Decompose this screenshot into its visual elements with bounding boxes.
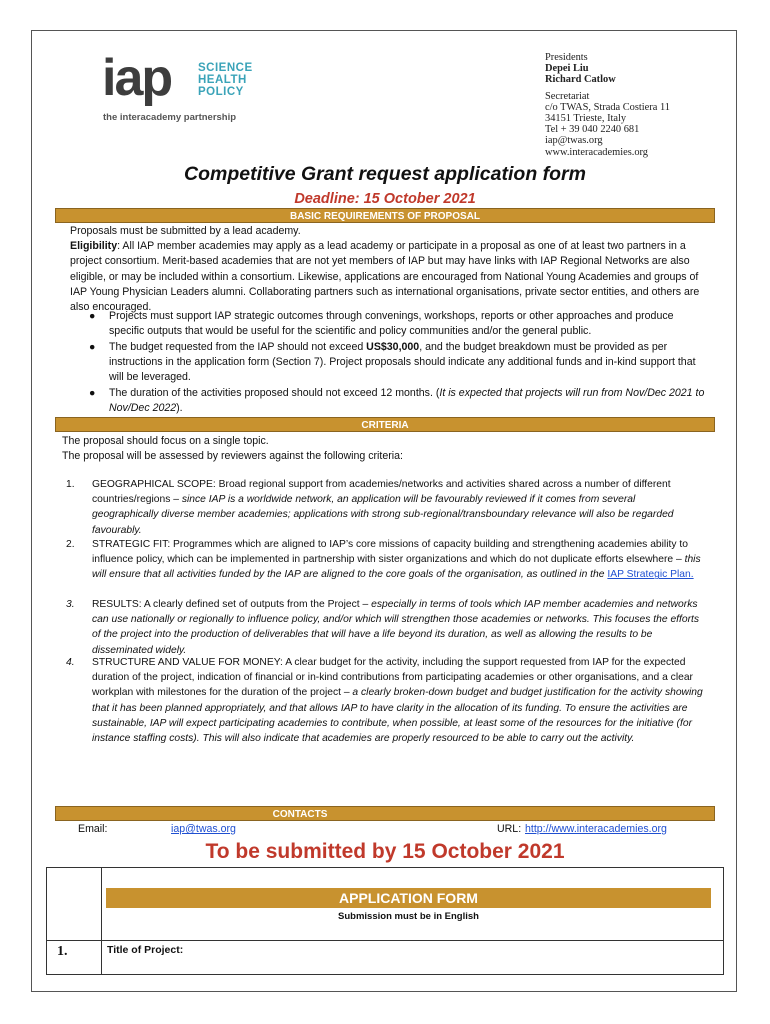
presidents-label: Presidents: [545, 52, 588, 63]
criterion-italic: especially in terms of tools which IAP member academies and networks can use nationally or regionally to influence policy, and/or which will strengthen those academies or networks. This focuses the efforts of the project into the production of deliverables that will have a life beyond its duration, as well as allowing the results to be disseminated widely.: [92, 599, 700, 656]
page-title: Competitive Grant request application form: [184, 163, 586, 185]
url-link[interactable]: http://www.interacademies.org: [525, 823, 667, 835]
criterion-text: STRUCTURE AND VALUE FOR MONEY: A clear budget for the activity, including the support requested from IAP for the expected duration of the project, indication of financial or in-kind contributions from participating academies or other organisations, and a clear workplan with milestones for the duration of the project –: [92, 657, 693, 699]
criterion-text: GEOGRAPHICAL SCOPE: Broad regional support from academies/networks and activities shared across a number of different countries/regions –: [92, 479, 671, 506]
application-form-heading: APPLICATION FORM: [106, 888, 711, 908]
address-block: [545, 52, 670, 158]
project-title-field-label[interactable]: Title of Project:: [107, 944, 184, 956]
requirement-text: ).: [176, 402, 183, 415]
email-link[interactable]: iap@twas.org: [171, 823, 236, 835]
logo-words: [198, 62, 253, 98]
criterion-italic: this will ensure that all activities funded by the IAP are aligned to the core goals of the organisation, as outlined in the: [92, 554, 701, 581]
eligibility-text: : All IAP member academies may apply as a lead academy or participate in a proposal as one of at least two partners in a project consortium. Merit-based academies that are not yet members of IAP but may have links with IAP Regional Networks are also eligible, or may be included within a consortium. Likewise, applications are encouraged from National Young Academies and groups of IAP Young Physician Leaders alumni. Collaborating partners such as international organisations, private sector entities, and others are also encouraged.: [70, 240, 700, 314]
list-item: ● Projects must support IAP strategic outcomes through convenings, workshops, reports or other approaches and produce specific outputs that would be useful for the scientific and policy communities and/or the general public.: [89, 310, 674, 338]
president-name: Richard Catlow: [545, 74, 616, 86]
secretariat-label: Secretariat: [545, 90, 590, 102]
submission-deadline-notice: To be submitted by 15 October 2021: [205, 840, 565, 863]
criterion-italic: a clearly broken-down budget and budget justification for the activity showing that it has been planned appropriately, and that allows IAP to have clarity in the allocation of its funding. To ensure the activities are sustainable, IAP will expect participating academies to contribute, when possible, at least some of the resources for the initiative (for instance staffing costs). This will also indicate that academies are properly resourced to be able to carry out the activity.: [92, 687, 703, 745]
eligibility-paragraph: [70, 239, 715, 315]
criterion-item: [66, 537, 704, 583]
address-line: c/o TWAS, Strada Costiera 11: [545, 101, 670, 113]
basic-requirements-heading: BASIC REQUIREMENTS OF PROPOSAL: [55, 208, 715, 223]
criterion-number: 3.: [66, 599, 75, 610]
table-divider: [47, 940, 723, 941]
iap-logo: [102, 49, 272, 126]
criterion-number: 2.: [66, 539, 75, 550]
contacts-label: CONTACTS: [272, 809, 328, 820]
criteria-intro-line: The proposal should focus on a single topic.: [62, 435, 269, 447]
requirement-text: Projects must support IAP strategic outcomes through convenings, workshops, reports or other approaches and produce specific outputs that would be useful for the scientific and policy communities and/or the general public.: [109, 310, 674, 338]
requirement-text: The duration of the activities proposed should not exceed 12 months. (: [109, 387, 440, 399]
logo-tagline: the interacademy partnership: [103, 112, 237, 123]
address-line: iap@twas.org: [545, 135, 603, 147]
address-line: 34151 Trieste, Italy: [545, 113, 627, 125]
criterion-item: [66, 655, 704, 746]
criterion-number: 4.: [66, 657, 75, 668]
criterion-item: [66, 597, 704, 658]
criteria-intro: [62, 434, 712, 464]
logo-word-health: HEALTH: [198, 74, 247, 86]
criteria-heading: CRITERIA: [55, 417, 715, 432]
address-line: www.interacademies.org: [545, 146, 649, 158]
url-label: URL:: [497, 823, 522, 835]
application-form-subtitle: Submission must be in English: [338, 911, 479, 922]
criterion-number: 1.: [66, 479, 75, 490]
logo-wordmark: iap: [102, 49, 172, 107]
table-divider: [101, 868, 102, 974]
president-name: Depei Liu: [545, 63, 589, 75]
list-item: ● The duration of the activities proposed should not exceed 12 months. (It is expected that projects will run from Nov/Dec 2021 to Nov/Dec 2022).: [89, 387, 705, 415]
requirement-text: The budget requested from the IAP should not exceed: [109, 341, 367, 353]
criterion-italic: since IAP is a worldwide network, an application will be favourably reviewed if it comes from several geographically diverse member academies; applications with strong sub-regional/transboundary relevance will also be regarded favourably.: [92, 494, 674, 536]
address-line: Tel + 39 040 2240 681: [545, 124, 640, 136]
basic-p1: Proposals must be submitted by a lead academy.: [70, 225, 301, 237]
list-item: ● The budget requested from the IAP should not exceed US$30,000, and the budget breakdown must be provided as per instructions in the application form (Section 7). Project proposals should indicate any additional funds and in-kind support that will be leveraged.: [89, 341, 696, 384]
criterion-text: RESULTS: A clearly defined set of outputs from the Project –: [92, 599, 372, 610]
requirement-text: , and the budget breakdown must be provided as per instructions in the application form (Section 7). Project proposals should indicate any additional funds and in-kind support that will be leveraged.: [109, 341, 696, 384]
email-label: Email:: [78, 823, 108, 835]
criterion-item: [66, 477, 704, 538]
deadline: Deadline: 15 October 2021: [294, 191, 476, 207]
logo-word-science: SCIENCE: [198, 62, 253, 74]
eligibility-label: Eligibility: [70, 240, 118, 253]
application-form-table: [46, 867, 724, 975]
budget-amount: US$30,000: [366, 341, 420, 353]
criteria-intro-line: The proposal will be assessed by reviewers against the following criteria:: [62, 450, 403, 463]
table-row-number: 1.: [57, 944, 68, 959]
logo-word-policy: POLICY: [198, 86, 244, 98]
contacts-heading: [55, 806, 715, 821]
requirement-italic: It is expected that projects will run from Nov/Dec 2021 to Nov/Dec 2022: [109, 387, 705, 415]
basic-intro: [70, 224, 715, 315]
criterion-text: STRATEGIC FIT: Programmes which are aligned to IAP’s core missions of capacity building and strengthening academies ability to influence policy, which can be implemented in partnership with sister organizations and which do not duplicate efforts elsewhere –: [92, 539, 688, 566]
strategic-plan-link[interactable]: IAP Strategic Plan.: [607, 569, 694, 581]
